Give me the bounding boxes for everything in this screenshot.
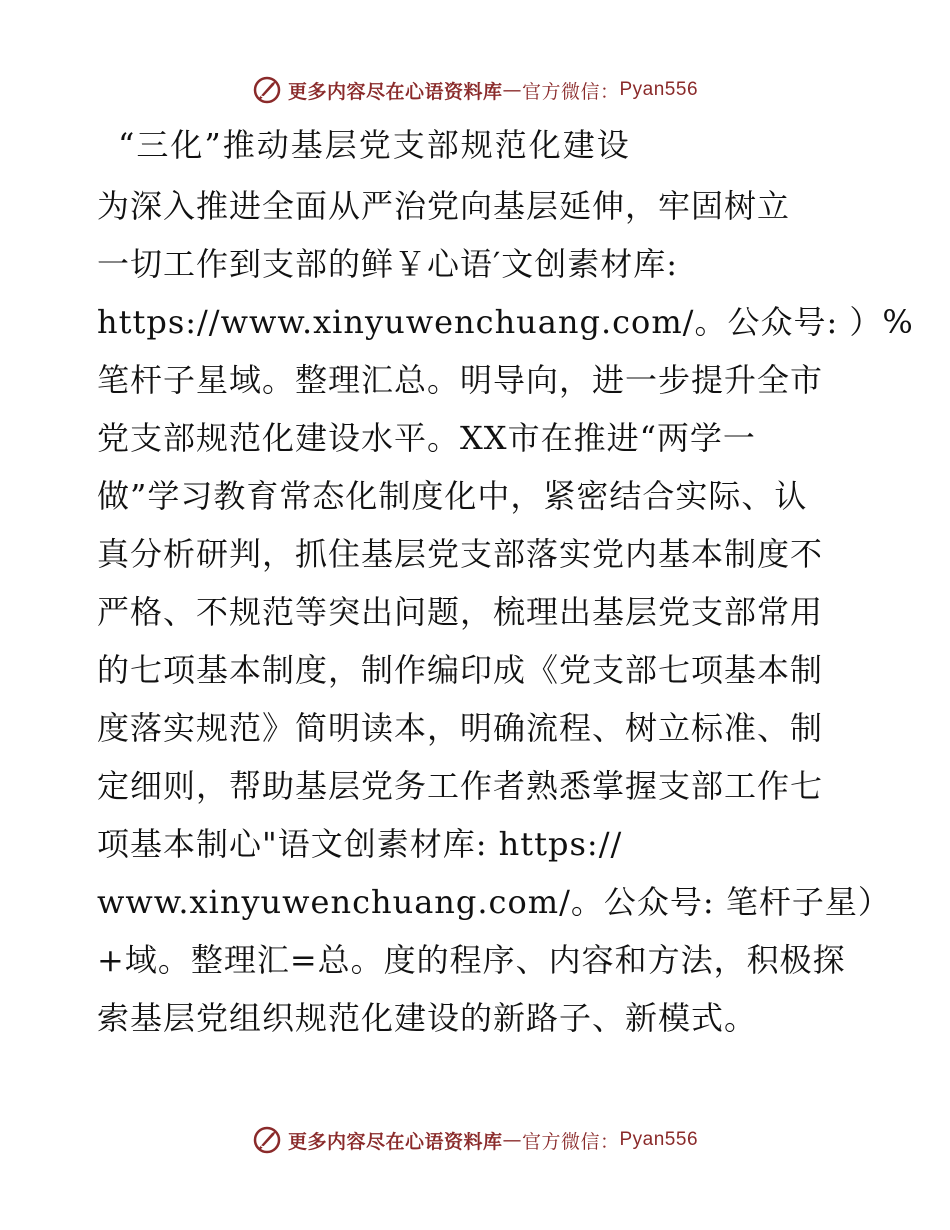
banner-separator: — (502, 79, 522, 101)
footer-banner (0, 1122, 950, 1158)
body-line: 笔杆子星域。整理汇总。明导向，进一步提升全市 (97, 361, 824, 399)
body-line: 严格、不规范等突出问题，梳理出基层党支部常用 (97, 593, 824, 631)
body-line: 度落实规范》简明读本，明确流程、树立标准、制 (97, 709, 824, 747)
body-line: 定细则，帮助基层党务工作者熟悉掌握支部工作七 (97, 767, 824, 805)
banner-main-text: 更多内容尽在心语资料库 (287, 80, 503, 103)
body-line: 索基层党组织规范化建设的新路子、新模式。 (97, 999, 758, 1037)
body-line: 的七项基本制度，制作编印成《党支部七项基本制 (97, 651, 824, 689)
banner-wechat-label: 官方微信： (521, 1130, 620, 1153)
body-line: 真分析研判，抓住基层党支部落实党内基本制度不 (97, 535, 824, 573)
body-line: https://www.xinyuwenchuang.com/。公众号: ）% (97, 303, 914, 341)
body-line: www.xinyuwenchuang.com/。公众号: 笔杆子星） (97, 883, 891, 921)
body-line: 一切工作到支部的鲜￥心语′文创素材库: (97, 245, 679, 283)
quill-pen-logo-icon (252, 75, 282, 105)
quill-pen-logo-icon (252, 1125, 282, 1155)
body-line: 党支部规范化建设水平。XX市在推进“两学一 (97, 419, 756, 457)
header-banner (0, 72, 950, 108)
banner-wechat-id: Pyan556 (619, 1129, 699, 1150)
body-line: 为深入推进全面从严治党向基层延伸，牢固树立 (97, 187, 791, 225)
banner-separator: — (502, 1129, 522, 1151)
banner-main-text: 更多内容尽在心语资料库 (287, 1130, 503, 1153)
banner-wechat-id: Pyan556 (619, 79, 699, 100)
document-title: “三化”推动基层党支部规范化建设 (118, 126, 631, 164)
banner-wechat-label: 官方微信： (521, 80, 620, 103)
body-line: 做”学习教育常态化制度化中，紧密结合实际、认 (97, 477, 808, 515)
body-line: 项基本制心"语文创素材库: https:// (97, 825, 623, 863)
body-line: +域。整理汇=总。度的程序、内容和方法，积极探 (97, 941, 846, 979)
